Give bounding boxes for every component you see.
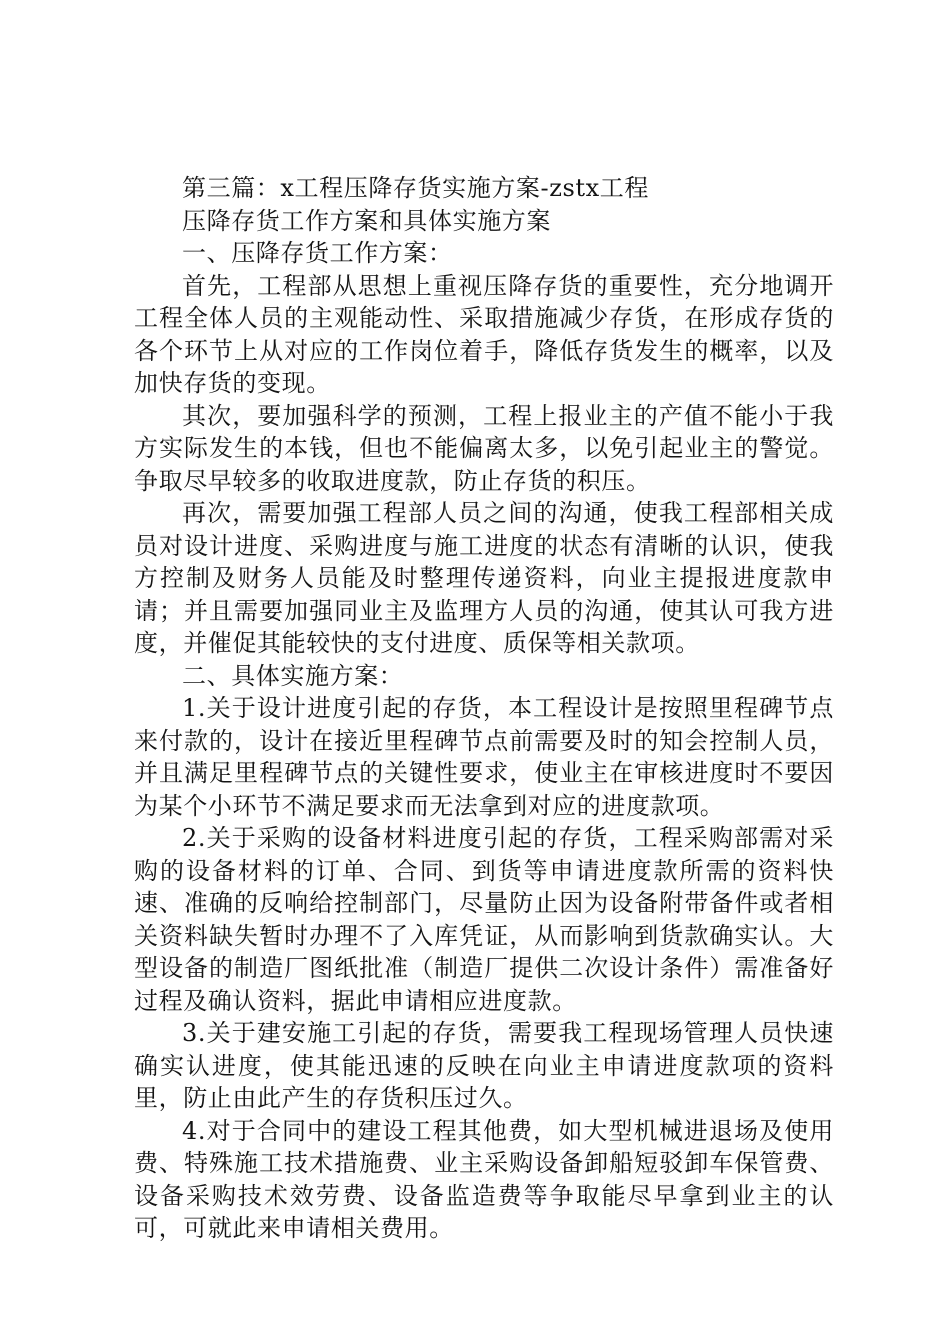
document-title-line-1: 第三篇：x工程压降存货实施方案-zstx工程 bbox=[182, 174, 649, 202]
list-item-1: 1.关于设计进度引起的存货，本工程设计是按照里程碑节点来付款的，设计在接近里程碑节点前需要及时的知会控制人员，并且满足里程碑节点的关键性要求，使业主在审核进度时不要因为某个小环节不满足要求而无法拿到对应的进度款项。 bbox=[134, 694, 834, 820]
list-item-3: 3.关于建安施工引起的存货，需要我工程现场管理人员快速确实认进度，使其能迅速的反映在向业主申请进度款项的资料里，防止由此产生的存货积压过久。 bbox=[134, 1019, 834, 1112]
paragraph-third: 再次，需要加强工程部人员之间的沟通，使我工程部相关成员对设计进度、采购进度与施工进度的状态有清晰的认识，使我方控制及财务人员能及时整理传递资料，向业主提报进度款申请；并且需要加强同业主及监理方人员的沟通，使其认可我方进度，并催促其能较快的支付进度、质保等相关款项。 bbox=[134, 499, 834, 657]
list-item-4: 4.对于合同中的建设工程其他费，如大型机械进退场及使用费、特殊施工技术措施费、业主采购设备卸船短驳卸车保管费、设备采购技术效劳费、设备监造费等争取能尽早拿到业主的认可，可就此来申请相关费用。 bbox=[134, 1116, 834, 1242]
section-heading-1: 一、压降存货工作方案： bbox=[182, 239, 453, 267]
paragraph-second: 其次，要加强科学的预测，工程上报业主的产值不能小于我方实际发生的本钱，但也不能偏离太多，以免引起业主的警觉。争取尽早较多的收取进度款，防止存货的积压。 bbox=[134, 401, 834, 495]
document-title-line-2: 压降存货工作方案和具体实施方案 bbox=[182, 206, 551, 235]
list-item-2: 2.关于采购的设备材料进度引起的存货，工程采购部需对采购的设备材料的订单、合同、到货等申请进度款所需的资料快速、准确的反响给控制部门，尽量防止因为设备附带备件或者相关资料缺失暂时办理不了入库凭证，从而影响到货款确实认。大型设备的制造厂图纸批准（制造厂提供二次设计条件）需准备好过程及确认资料，据此申请相应进度款。 bbox=[134, 824, 834, 1015]
paragraph-first: 首先，工程部从思想上重视压降存货的重要性，充分地调开工程全体人员的主观能动性、采取措施减少存货，在形成存货的各个环节上从对应的工作岗位着手，降低存货发生的概率，以及加快存货的变现。 bbox=[134, 271, 834, 397]
section-heading-2: 二、具体实施方案： bbox=[182, 661, 404, 690]
document-body bbox=[134, 172, 834, 1245]
